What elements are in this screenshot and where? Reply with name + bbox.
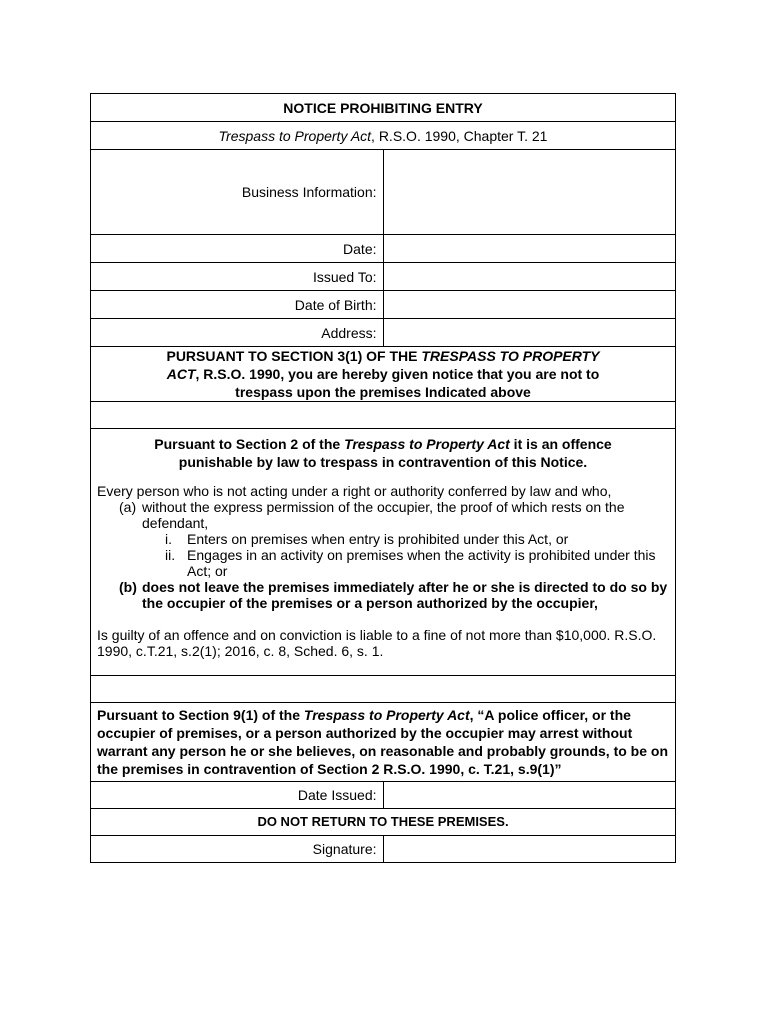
marker-a: (a) (119, 499, 137, 515)
issued-to-label: Issued To: (91, 263, 384, 291)
s3-act: TRESPASS TO PROPERTY ACT (166, 348, 600, 382)
notice-form (90, 93, 676, 863)
form-subtitle (91, 122, 676, 150)
address-label: Address: (91, 319, 384, 347)
s2-heading (97, 435, 669, 471)
marker-i: i. (165, 531, 172, 547)
item-i-text: Enters on premises when entry is prohibited under this Act, or (187, 531, 569, 547)
s3-text-a: PURSUANT TO SECTION 3(1) OF THE (166, 348, 422, 364)
address-field[interactable] (383, 319, 676, 347)
list-item-b (97, 579, 669, 611)
s9-act: Trespass to Property Act (303, 707, 470, 723)
business-info-label: Business Information: (91, 150, 384, 235)
item-ii-text: Engages in an activity on premises when the activity is prohibited under this Act; or (187, 547, 656, 579)
dob-label: Date of Birth: (91, 291, 384, 319)
s2-penalty: Is guilty of an offence and on conviction is liable to a fine of not more than $10,000. R.S.O. 1990, c.T.21, s.2(1); 2016, c. 8, Sched. 6, s. 1. (97, 627, 657, 659)
subtitle-rest: , R.S.O. 1990, Chapter T. 21 (371, 127, 548, 144)
s2-act: Trespass to Property Act (344, 436, 510, 452)
warning-text: DO NOT RETURN TO THESE PREMISES. (91, 809, 676, 836)
signature-label: Signature: (91, 836, 384, 863)
blank-row (91, 676, 676, 703)
date-field[interactable] (383, 235, 676, 263)
subtitle-act: Trespass to Property Act (218, 127, 372, 144)
list-item-i (97, 531, 669, 547)
item-b-text: does not leave the premises immediately after he or she is directed to do so by the occupier of the premises or a person authorized by the occupier, (142, 579, 668, 611)
date-issued-label: Date Issued: (91, 782, 384, 809)
s3-text-b: , R.S.O. 1990, you are hereby given notice that you are not to trespass upon the premises Indicated above (195, 366, 600, 400)
list-item-ii (97, 547, 669, 579)
section9-block (91, 703, 676, 782)
s9-text-a: Pursuant to Section 9(1) of the (97, 707, 304, 723)
marker-b: (b) (119, 579, 137, 595)
signature-field[interactable] (383, 836, 676, 863)
s9-text-b: , “A police officer, or the occupier of premises, or a person authorized by the occupier may arrest without warrant any person he or she believes, on reasonable and probably grounds, to be on the premises in contravention of Section 2 R.S.O. 1990, c. T.21, s.9(1)” (97, 707, 669, 777)
section3-notice (91, 347, 676, 402)
date-issued-field[interactable] (383, 782, 676, 809)
marker-ii: ii. (165, 547, 176, 563)
issued-to-field[interactable] (383, 263, 676, 291)
dob-field[interactable] (383, 291, 676, 319)
date-label: Date: (91, 235, 384, 263)
s2-text-a: Pursuant to Section 2 of the (154, 436, 345, 452)
section2-block (91, 429, 676, 676)
business-info-field[interactable] (383, 150, 676, 235)
form-title: NOTICE PROHIBITING ENTRY (91, 94, 676, 122)
blank-row (91, 402, 676, 429)
item-a-text: without the express permission of the occupier, the proof of which rests on the defendant, (142, 499, 625, 531)
s2-text-b: it is an offence punishable by law to trespass in contravention of this Notice. (178, 436, 612, 470)
s2-intro: Every person who is not acting under a right or authority conferred by law and who, (97, 483, 612, 499)
list-item-a (97, 499, 669, 531)
